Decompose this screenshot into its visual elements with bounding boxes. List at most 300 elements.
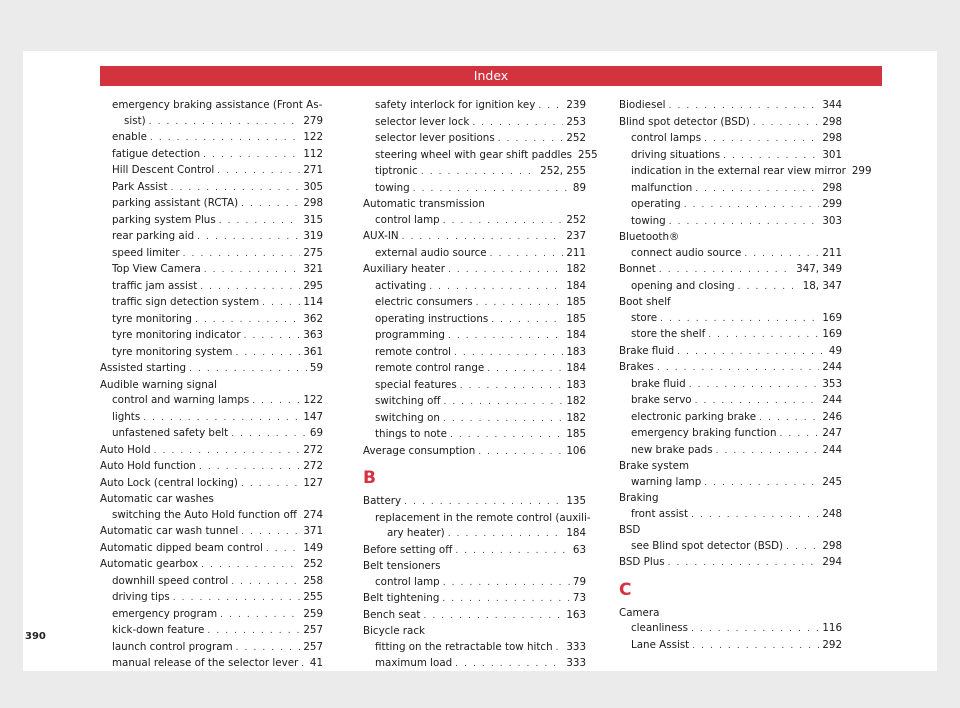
index-entry xyxy=(100,328,323,345)
leader-dots xyxy=(677,345,826,361)
index-entry xyxy=(363,148,598,165)
index-entry-page: 237 xyxy=(566,230,586,242)
index-entry xyxy=(100,508,323,525)
leader-dots xyxy=(173,591,301,607)
index-entry xyxy=(100,213,323,230)
index-entry-page: 59 xyxy=(309,362,323,374)
index-entry-page: 89 xyxy=(572,181,586,194)
index-entry xyxy=(100,279,323,296)
leader-dots xyxy=(538,99,563,115)
leader-dots xyxy=(207,624,300,640)
index-entry xyxy=(363,511,591,527)
index-entry xyxy=(619,197,842,214)
index-entry xyxy=(100,262,323,279)
index-entry-page: 305 xyxy=(303,180,323,193)
index-entry-page: 184 xyxy=(566,329,586,341)
leader-dots xyxy=(219,214,301,230)
page-number: 390 xyxy=(25,631,46,642)
index-entry-page: 18, 347 xyxy=(802,279,842,292)
index-entry xyxy=(363,295,586,312)
index-entry-text: switching on xyxy=(375,411,440,424)
leader-dots xyxy=(204,263,301,279)
index-entry xyxy=(363,312,586,329)
index-entry-text: Lane Assist xyxy=(631,638,690,651)
index-entry xyxy=(100,574,323,591)
index-entry xyxy=(619,164,872,181)
index-entry-page: 319 xyxy=(303,230,323,242)
index-entry xyxy=(100,98,323,114)
index-entry-text: programming xyxy=(375,329,445,341)
index-entry-text: control lamp xyxy=(375,213,440,226)
index-entry xyxy=(619,131,842,148)
index-entry-page: 272 xyxy=(303,460,323,472)
index-entry-page: 299 xyxy=(822,198,842,210)
index-entry xyxy=(619,262,842,279)
index-entry xyxy=(619,279,842,296)
leader-dots xyxy=(657,361,819,377)
index-entry xyxy=(100,114,323,131)
index-entry xyxy=(363,394,586,411)
index-entry-text: parking system Plus xyxy=(112,213,216,226)
index-entry xyxy=(619,621,842,638)
index-entry-page: 321 xyxy=(303,263,323,275)
index-entry-page: 114 xyxy=(303,296,323,308)
index-column-1 xyxy=(100,98,323,673)
index-entry xyxy=(100,524,323,541)
index-entry xyxy=(619,459,842,475)
index-entry-text: Automatic transmission xyxy=(363,198,485,210)
leader-dots xyxy=(301,657,307,673)
index-entry-text: switching off xyxy=(375,395,441,407)
leader-dots xyxy=(476,296,564,312)
index-entry-text: Top View Camera xyxy=(112,263,201,275)
leader-dots xyxy=(443,395,563,411)
index-entry-text: safety interlock for ignition key xyxy=(375,99,536,111)
index-entry-page: 239 xyxy=(566,99,586,111)
index-entry-text: store the shelf xyxy=(631,328,706,340)
leader-dots xyxy=(448,263,563,279)
index-entry xyxy=(619,246,842,263)
index-entry-text: switching the Auto Hold function off xyxy=(112,508,297,521)
index-column-2 xyxy=(363,98,598,673)
leader-dots xyxy=(200,280,300,296)
index-entry xyxy=(100,361,323,378)
index-entry-text: Bicycle rack xyxy=(363,625,425,637)
leader-dots xyxy=(448,329,563,345)
leader-dots xyxy=(443,412,563,428)
index-entry xyxy=(100,443,323,460)
index-entry-text: traffic sign detection system xyxy=(112,296,260,308)
leader-dots xyxy=(171,181,301,197)
index-entry-page: 63 xyxy=(572,543,586,556)
index-entry-text: brake fluid xyxy=(631,377,686,390)
index-entry-page: 292 xyxy=(822,638,842,651)
leader-dots xyxy=(684,198,820,214)
index-entry-text: Auto Lock (central locking) xyxy=(100,476,238,489)
leader-dots xyxy=(779,427,819,443)
index-entry-text: things to note xyxy=(375,428,447,440)
index-entry-text: emergency program xyxy=(112,607,218,620)
leader-dots xyxy=(490,247,564,263)
index-entry-text: electric consumers xyxy=(375,296,473,308)
index-entry-text: Braking xyxy=(619,492,659,504)
index-entry-text: steering wheel with gear shift paddles xyxy=(375,148,573,161)
index-entry xyxy=(100,426,323,443)
index-entry xyxy=(363,411,586,428)
leader-dots xyxy=(723,149,819,165)
index-entry-page: 184 xyxy=(566,527,586,539)
leader-dots xyxy=(498,132,564,148)
index-entry xyxy=(100,590,323,607)
index-entry-page: 244 xyxy=(822,361,842,373)
index-entry xyxy=(363,444,586,461)
index-entry-text: connect audio source xyxy=(631,246,742,259)
leader-dots xyxy=(708,328,819,344)
leader-dots xyxy=(759,411,819,427)
leader-dots xyxy=(217,164,300,180)
leader-dots xyxy=(241,525,300,541)
index-entry-page: 353 xyxy=(822,377,842,390)
index-entry xyxy=(100,312,323,329)
index-entry-text: ary heater) xyxy=(387,527,445,539)
index-entry-page: 184 xyxy=(566,279,586,292)
index-entry-page: 344 xyxy=(822,99,842,111)
index-entry-text: brake servo xyxy=(631,394,692,406)
index-entry-page: 363 xyxy=(303,329,323,341)
index-entry-page: 183 xyxy=(566,345,586,358)
index-entry-page: 244 xyxy=(822,394,842,406)
index-entry xyxy=(363,229,586,246)
leader-dots xyxy=(429,280,563,296)
index-header: Index xyxy=(100,66,882,86)
index-entry-text: fitting on the retractable tow hitch xyxy=(375,640,553,653)
leader-dots xyxy=(262,296,300,312)
index-entry-text: tyre monitoring indicator xyxy=(112,329,241,341)
index-entry-text: driving situations xyxy=(631,148,721,161)
index-entry xyxy=(363,378,586,395)
index-entry-text: Automatic gearbox xyxy=(100,558,199,570)
index-entry-page: 169 xyxy=(822,328,842,340)
index-entry-text: towing xyxy=(631,214,666,227)
index-entry-text: Automatic dipped beam control xyxy=(100,541,263,554)
index-entry-page: 279 xyxy=(303,114,323,127)
index-entry xyxy=(619,443,842,460)
index-entry-text: kick-down feature xyxy=(112,624,205,636)
leader-dots xyxy=(241,477,300,493)
leader-dots xyxy=(556,641,564,657)
index-entry-page: 315 xyxy=(303,213,323,226)
index-entry-text: Automatic car wash tunnel xyxy=(100,525,239,537)
leader-dots xyxy=(235,346,300,362)
index-entry-page: 253 xyxy=(566,115,586,128)
index-entry xyxy=(100,607,323,624)
leader-dots xyxy=(203,148,300,164)
index-entry-page: 252 xyxy=(566,132,586,144)
index-entry-text: operating instructions xyxy=(375,312,489,325)
index-entry xyxy=(363,640,586,657)
leader-dots xyxy=(659,263,793,279)
index-entry-text: opening and closing xyxy=(631,279,735,292)
leader-dots xyxy=(744,247,819,263)
index-entry-text: emergency braking assistance (Front As- xyxy=(112,99,323,111)
leader-dots xyxy=(442,592,570,608)
index-entry xyxy=(619,555,842,572)
index-entry-text: Battery xyxy=(363,495,402,507)
index-entry-page: 185 xyxy=(566,296,586,308)
index-entry-text: Brakes xyxy=(619,361,654,373)
index-entry-text: replacement in the remote control (auxili- xyxy=(375,511,591,524)
leader-dots xyxy=(704,132,819,148)
index-entry-text: store xyxy=(631,311,658,324)
index-entry-page: 185 xyxy=(566,312,586,325)
index-entry xyxy=(363,115,586,132)
index-entry xyxy=(363,575,586,592)
index-entry-text: selector lever lock xyxy=(375,115,470,128)
index-entry-page: 275 xyxy=(303,246,323,259)
index-entry-page: 211 xyxy=(566,246,586,259)
index-entry xyxy=(363,213,586,230)
leader-dots xyxy=(183,247,301,263)
index-entry-page: 257 xyxy=(303,640,323,653)
leader-dots xyxy=(195,313,300,329)
index-entry-text: sist) xyxy=(124,114,146,127)
index-entry xyxy=(100,393,323,410)
index-entry xyxy=(100,410,323,427)
leader-dots xyxy=(201,558,300,574)
index-entry-page: 257 xyxy=(303,624,323,636)
index-entry xyxy=(100,163,323,180)
index-entry xyxy=(619,638,842,655)
index-entry-text: driving tips xyxy=(112,591,170,603)
index-entry-page: 258 xyxy=(303,574,323,587)
index-entry xyxy=(363,526,586,543)
index-entry-page: 247 xyxy=(822,427,842,439)
leader-dots xyxy=(189,362,307,378)
leader-dots xyxy=(143,411,300,427)
index-entry xyxy=(619,426,842,443)
index-page xyxy=(23,51,937,671)
index-entry-text: Bonnet xyxy=(619,263,656,275)
index-entry-page: 182 xyxy=(566,395,586,407)
index-entry xyxy=(619,181,842,198)
index-entry xyxy=(100,196,323,213)
index-entry-text: selector lever positions xyxy=(375,132,495,144)
index-entry-page: 122 xyxy=(303,131,323,143)
index-entry xyxy=(100,378,323,394)
index-entry-page: 252 xyxy=(303,558,323,570)
index-entry xyxy=(100,623,323,640)
leader-dots xyxy=(150,131,300,147)
index-entry xyxy=(619,393,842,410)
index-entry-page: 183 xyxy=(566,378,586,391)
leader-dots xyxy=(413,182,570,198)
index-entry-text: front assist xyxy=(631,507,689,520)
index-entry-text: tyre monitoring xyxy=(112,312,192,325)
index-entry-page: 169 xyxy=(822,311,842,324)
index-entry-text: Brake system xyxy=(619,460,690,472)
index-entry-text: rear parking aid xyxy=(112,230,195,242)
index-entry-page: 271 xyxy=(303,164,323,176)
index-entry-text: speed limiter xyxy=(112,246,180,259)
index-entry-page: 252, 255 xyxy=(540,165,586,177)
index-entry-page: 294 xyxy=(822,556,842,568)
index-entry xyxy=(363,131,586,148)
leader-dots xyxy=(231,575,300,591)
index-entry-text: Auto Hold function xyxy=(100,460,196,472)
index-entry-page: 299 xyxy=(851,165,872,177)
index-entry xyxy=(619,327,842,344)
index-entry-page: 333 xyxy=(566,657,586,669)
index-entry-page: 211 xyxy=(822,246,842,259)
index-entry xyxy=(619,311,842,328)
index-entry-page: 301 xyxy=(822,148,842,161)
index-entry-text: Park Assist xyxy=(112,180,168,193)
leader-dots xyxy=(402,230,564,246)
index-entry xyxy=(100,229,323,246)
leader-dots xyxy=(668,556,820,572)
leader-dots xyxy=(149,115,301,131)
index-entry-text: emergency braking function xyxy=(631,427,777,439)
index-entry-text: manual release of the selector lever xyxy=(112,657,299,669)
index-entry-text: traffic jam assist xyxy=(112,279,198,292)
index-entry xyxy=(619,230,842,246)
index-entry-page: 246 xyxy=(822,410,842,423)
section-letter: B xyxy=(363,468,376,488)
index-entry-text: tyre monitoring system xyxy=(112,345,233,358)
leader-dots xyxy=(423,609,563,625)
leader-dots xyxy=(443,576,570,592)
index-entry-text: Automatic car washes xyxy=(100,493,214,505)
index-entry-text: malfunction xyxy=(631,181,693,194)
leader-dots xyxy=(704,476,819,492)
index-entry-text: control and warning lamps xyxy=(112,394,250,406)
index-entry xyxy=(363,427,586,444)
index-entry-page: 333 xyxy=(566,640,586,653)
index-entry xyxy=(363,181,586,198)
index-entry xyxy=(100,557,323,574)
index-entry-page: 127 xyxy=(303,476,323,489)
index-entry xyxy=(619,214,842,231)
index-entry-text: fatigue detection xyxy=(112,147,201,160)
index-entry-page: 116 xyxy=(822,622,842,634)
index-entry-text: BSD xyxy=(619,524,641,536)
index-entry xyxy=(363,494,586,511)
leader-dots xyxy=(241,197,300,213)
index-entry-page: 244 xyxy=(822,443,842,456)
index-entry-text: activating xyxy=(375,279,427,292)
index-entry-page: 255 xyxy=(578,148,598,161)
index-entry xyxy=(100,180,323,197)
section-letter: C xyxy=(619,579,632,600)
index-entry xyxy=(100,459,323,476)
index-entry xyxy=(619,344,842,361)
index-entry xyxy=(619,148,842,165)
index-column-3 xyxy=(619,98,872,654)
index-entry-page: 298 xyxy=(822,539,842,552)
index-entry xyxy=(619,475,842,492)
index-entry xyxy=(363,164,586,181)
leader-dots xyxy=(450,428,563,444)
index-entry-page: 361 xyxy=(303,345,323,358)
leader-dots xyxy=(252,394,300,410)
leader-dots xyxy=(421,165,537,181)
index-entry-page: 69 xyxy=(309,427,323,439)
index-entry xyxy=(619,539,842,556)
index-entry-page: 274 xyxy=(303,508,323,521)
index-entry-page: 73 xyxy=(572,592,586,604)
index-entry-text: control lamp xyxy=(375,575,440,588)
leader-dots xyxy=(660,312,819,328)
leader-dots xyxy=(692,639,819,655)
index-entry-text: special features xyxy=(375,378,457,391)
index-entry xyxy=(363,98,586,115)
leader-dots xyxy=(236,641,301,657)
leader-dots xyxy=(472,116,563,132)
index-entry xyxy=(100,147,323,164)
leader-dots xyxy=(478,445,563,461)
leader-dots xyxy=(231,427,307,443)
index-entry-page: 362 xyxy=(303,312,323,325)
index-entry-text: maximum load xyxy=(375,657,453,669)
index-entry xyxy=(363,608,586,625)
index-entry-page: 41 xyxy=(309,657,323,669)
index-entry-text: Belt tightening xyxy=(363,592,440,604)
index-entry-text: remote control range xyxy=(375,362,485,374)
index-entry-page: 106 xyxy=(566,444,586,457)
index-entry-text: Boot shelf xyxy=(619,296,671,308)
index-entry-text: Biodiesel xyxy=(619,99,666,111)
index-entry-text: downhill speed control xyxy=(112,574,229,587)
index-entry-page: 135 xyxy=(566,495,586,507)
index-entry-text: tiptronic xyxy=(375,165,418,177)
index-entry xyxy=(363,246,586,263)
index-entry xyxy=(619,507,842,524)
index-entry-page: 252 xyxy=(566,213,586,226)
leader-dots xyxy=(487,362,563,378)
index-entry xyxy=(363,591,586,608)
index-entry-page: 182 xyxy=(566,263,586,275)
leader-dots xyxy=(695,394,820,410)
index-entry-page: 298 xyxy=(822,181,842,194)
leader-dots xyxy=(197,230,300,246)
leader-dots xyxy=(716,444,820,460)
index-entry-text: lights xyxy=(112,410,141,423)
leader-dots xyxy=(669,99,820,115)
index-entry xyxy=(100,246,323,263)
index-entry xyxy=(619,377,842,394)
leader-dots xyxy=(753,116,820,132)
index-entry xyxy=(100,345,323,362)
index-entry xyxy=(363,328,586,345)
index-entry-page: 182 xyxy=(566,411,586,424)
leader-dots xyxy=(404,495,563,511)
index-entry-text: Auto Hold xyxy=(100,443,151,456)
index-entry-text: Brake fluid xyxy=(619,344,675,357)
leader-dots xyxy=(695,182,819,198)
index-entry-page: 255 xyxy=(303,591,323,603)
leader-dots xyxy=(460,379,564,395)
leader-dots xyxy=(266,542,300,558)
index-entry-text: Blind spot detector (BSD) xyxy=(619,115,750,128)
index-entry-page: 245 xyxy=(822,475,842,488)
index-entry xyxy=(100,656,323,673)
index-entry-text: indication in the external rear view mirror xyxy=(631,165,846,177)
index-entry-text: electronic parking brake xyxy=(631,410,757,423)
leader-dots xyxy=(220,608,300,624)
index-entry-page: 259 xyxy=(303,607,323,620)
index-entry-text: Audible warning signal xyxy=(100,378,217,391)
index-entry xyxy=(619,360,842,377)
